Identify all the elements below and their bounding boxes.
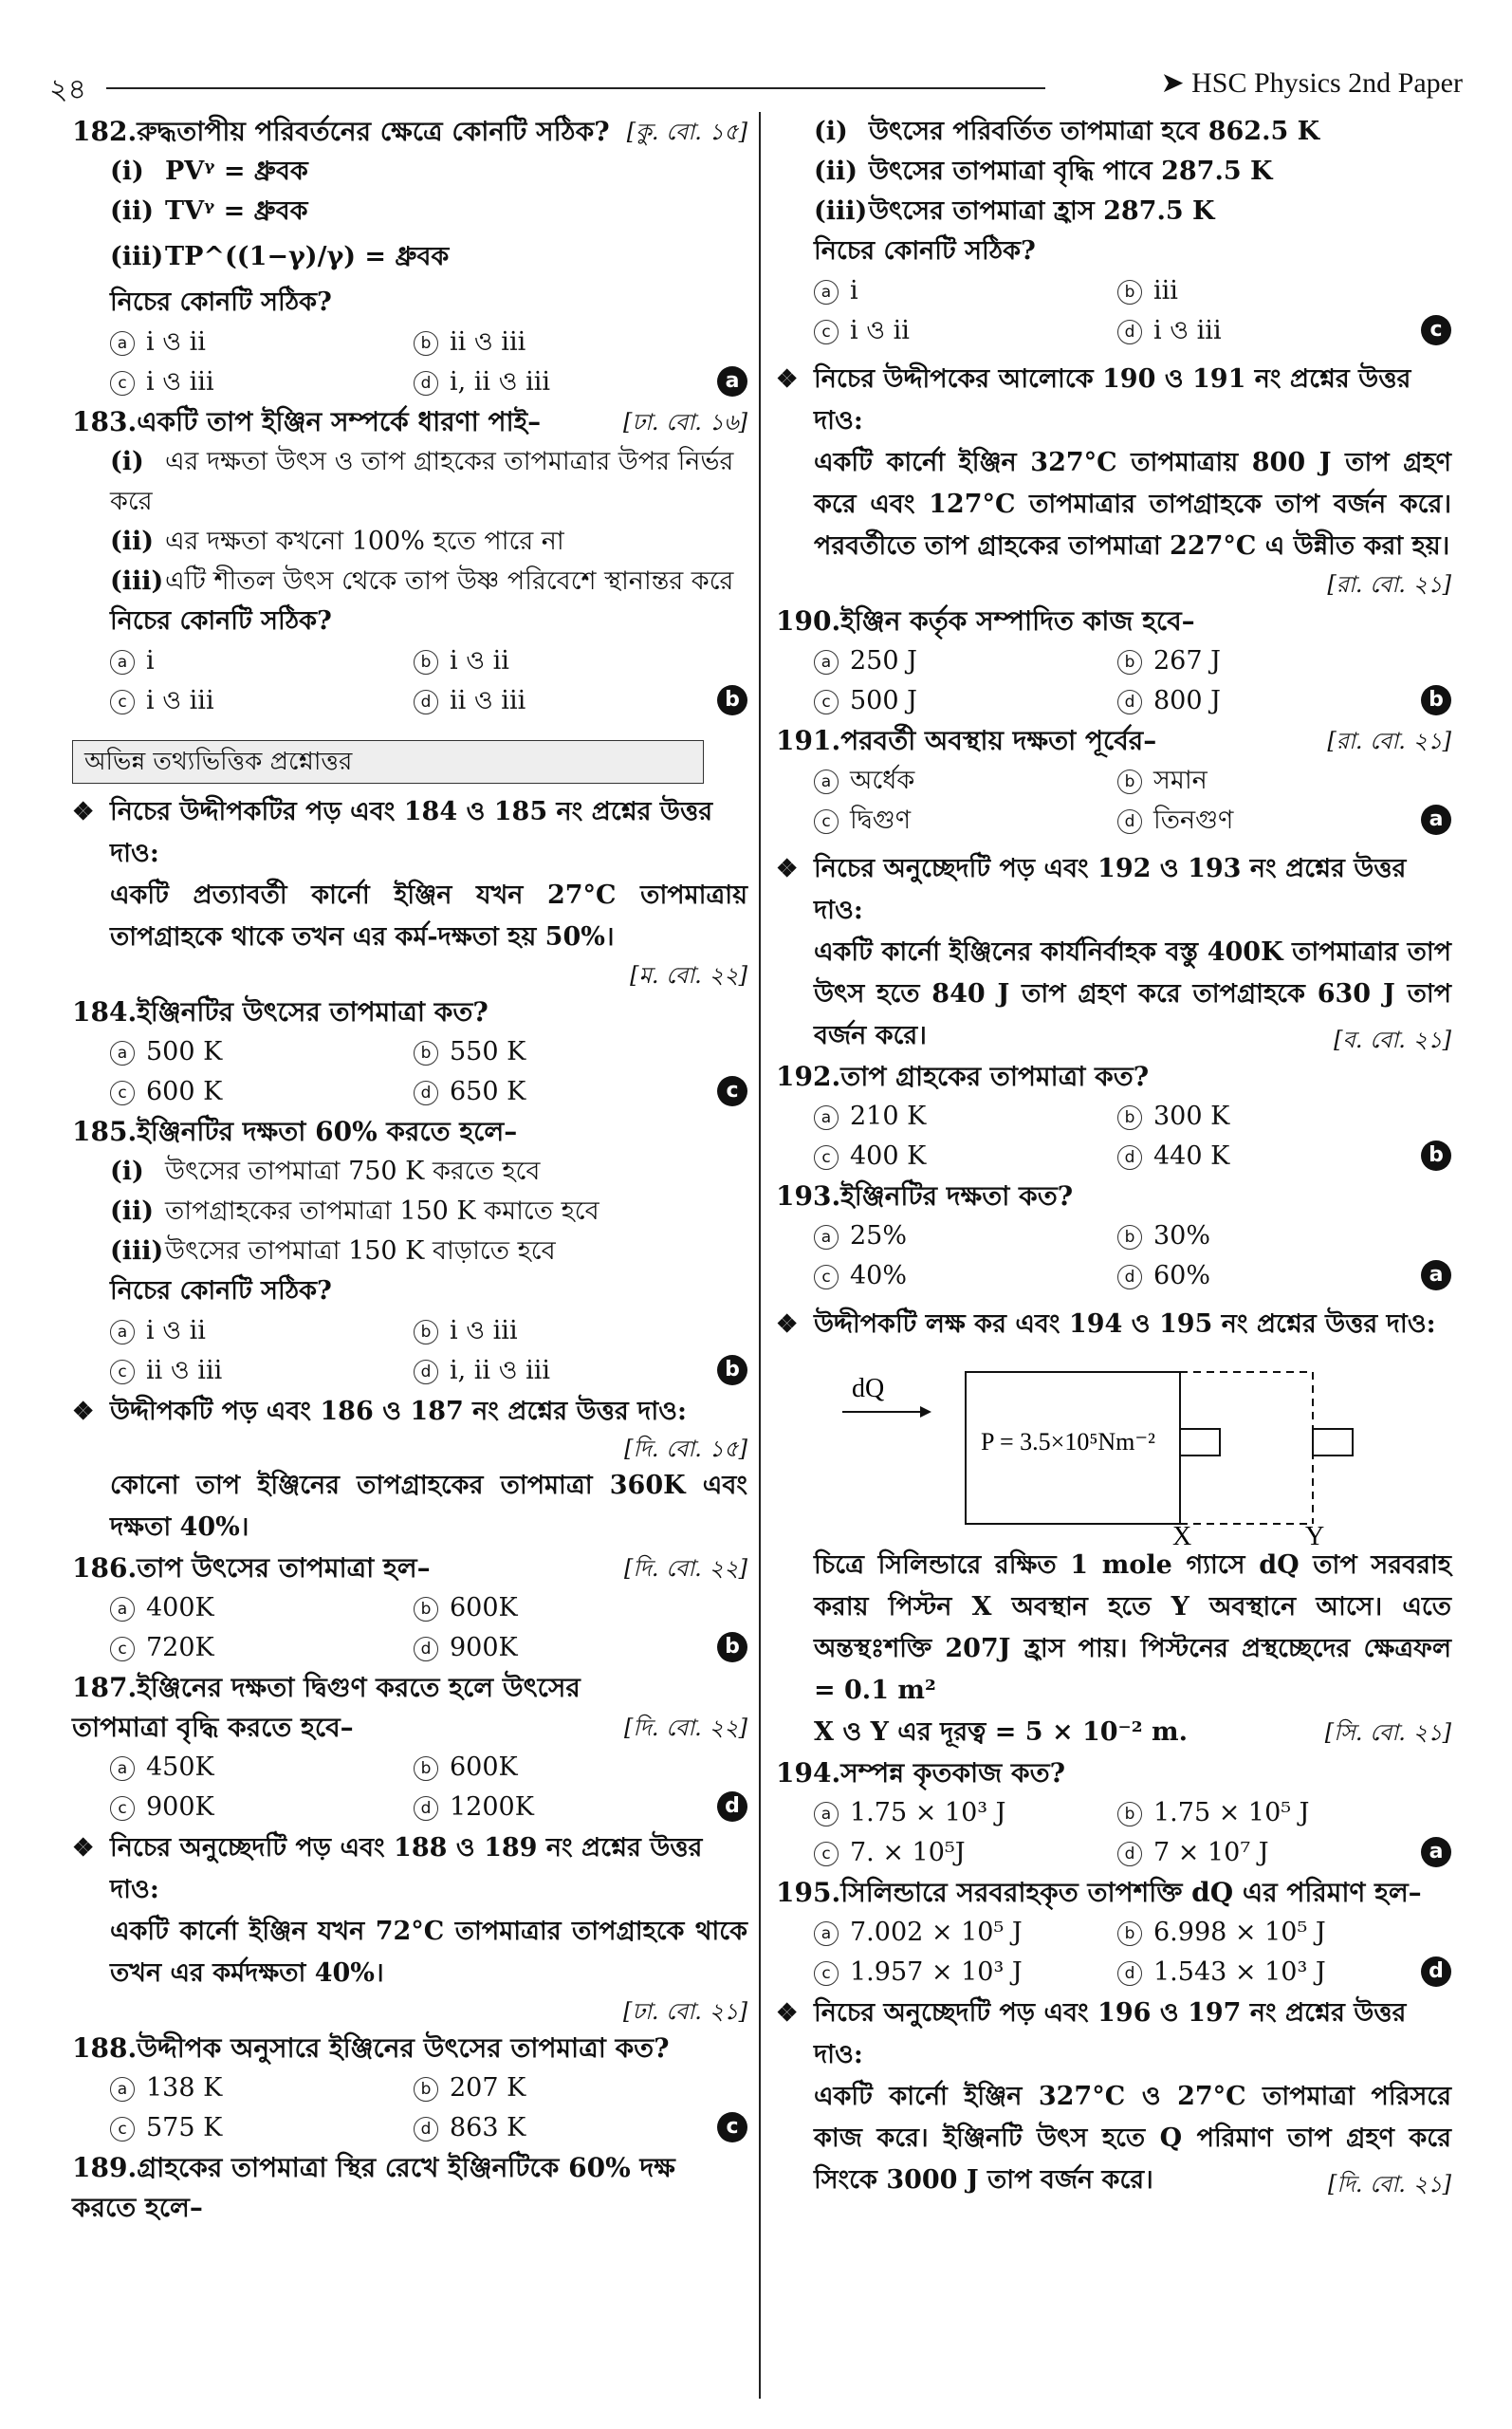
question-188: 188.উদ্দীপক অনুসারে ইঞ্জিনের উৎসের তাপমাত্রা কত?	[72, 2032, 670, 2064]
option-a[interactable]: a 138 K	[110, 2068, 222, 2108]
question-182	[72, 112, 747, 152]
statement-i: (i) এর দক্ষতা উৎস ও তাপ গ্রাহকের তাপমাত্রার উপর নির্ভর করে	[110, 447, 734, 516]
question-192: 192.তাপ গ্রাহকের তাপমাত্রা কত?	[776, 1061, 1150, 1092]
options	[72, 1588, 747, 1668]
statement-iii: (iii)এটি শীতল উৎস থেকে তাপ উষ্ণ পরিবেশে স্থানান্তর করে	[110, 566, 734, 596]
question-prompt: নিচের কোনটি সঠিক?	[110, 606, 332, 636]
options	[776, 1913, 1451, 1993]
option-a[interactable]: a 1.75 × 10³ J	[814, 1793, 1006, 1833]
statement-i: (i) উৎসের পরিবর্তিত তাপমাত্রা হবে 862.5 K	[814, 117, 1320, 146]
question-190: 190.ইঞ্জিন কর্তৃক সম্পাদিত কাজ হবে–	[776, 605, 1195, 637]
option-a[interactable]: a 400K	[110, 1588, 214, 1628]
answer-badge: d	[1421, 1956, 1451, 1987]
option-c[interactable]: c 7. × 10⁵J	[814, 1833, 966, 1873]
instruction: ❖ নিচের অনুচ্ছেদটি পড় এবং 188 ও 189 নং প্রশ্নের উত্তর দাও:	[72, 1827, 747, 1911]
option-c[interactable]: c 40%	[814, 1256, 907, 1296]
statement-ii: (ii) উৎসের তাপমাত্রা বৃদ্ধি পাবে 287.5 K	[814, 157, 1273, 186]
bullet-icon: ❖	[776, 855, 799, 883]
answer-badge: c	[717, 2112, 747, 2142]
answer-badge: d	[717, 1791, 747, 1822]
statement-ii: (ii) TVᵞ = ধ্রুবক	[110, 196, 308, 226]
options	[72, 641, 747, 721]
answer-badge: a	[1421, 805, 1451, 835]
option-b[interactable]: b i ও ii	[414, 641, 509, 681]
question-186: 186.তাপ উৎসের তাপমাত্রা হল– [দি. বো. ২২]	[72, 1552, 747, 1584]
option-c[interactable]: c 720K	[110, 1628, 214, 1668]
option-c[interactable]: c 500 J	[814, 681, 917, 721]
option-b[interactable]: b 207 K	[414, 2068, 526, 2108]
cylinder-diagram	[776, 1345, 1451, 1545]
page-header	[49, 63, 1463, 110]
bullet-icon: ❖	[776, 365, 799, 394]
bullet-icon: ❖	[72, 1398, 95, 1426]
instruction: ❖ উদ্দীপকটি লক্ষ কর এবং 194 ও 195 নং প্রশ্নের উত্তর দাও:	[776, 1304, 1451, 1345]
option-a[interactable]: a i ও ii	[110, 1311, 206, 1351]
piston-x	[1180, 1429, 1220, 1456]
question-184: 184.ইঞ্জিনটির উৎসের তাপমাত্রা কত?	[72, 996, 489, 1028]
answer-badge: b	[717, 685, 747, 715]
instruction: ❖ নিচের অনুচ্ছেদটি পড় এবং 192 ও 193 নং প্রশ্নের উত্তর দাও:	[776, 848, 1451, 932]
option-c[interactable]: c 600 K	[110, 1072, 222, 1112]
options	[776, 271, 1451, 351]
option-b[interactable]: b সমান	[1117, 761, 1208, 801]
page-number: ২৪	[49, 73, 86, 106]
question-source: [কু. বো. ১৫]	[626, 119, 747, 145]
options	[72, 1748, 747, 1827]
pressure-label: P = 3.5×10⁵Nm⁻²	[981, 1428, 1155, 1456]
instruction: ❖ নিচের উদ্দীপকের আলোকে 190 ও 191 নং প্রশ্নের উত্তর দাও:	[776, 359, 1451, 442]
stimulus: একটি কার্নো ইঞ্জিনের কার্যনির্বাহক বস্তু 400K তাপমাত্রার তাপ উৎস হতে 840 J তাপ গ্রহণ করে তাপগ্রাহকে 630 J তাপ বর্জন করে। [ব. বো. ২১]	[814, 937, 1451, 1053]
options	[776, 641, 1451, 721]
option-d[interactable]: d 440 K	[1117, 1137, 1229, 1177]
options	[776, 761, 1451, 841]
option-d[interactable]: d i, ii ও iii	[414, 1351, 550, 1391]
header-rule	[106, 87, 1045, 89]
option-d[interactable]: d 7 × 10⁷ J	[1117, 1833, 1269, 1873]
question-191: 191.পরবর্তী অবস্থায় দক্ষতা পূর্বের– [রা. বো. ২১]	[776, 725, 1451, 756]
stimulus: কোনো তাপ ইঞ্জিনের তাপগ্রাহকের তাপমাত্রা 360K এবং দক্ষতা 40%।	[110, 1471, 747, 1542]
question-193: 193.ইঞ্জিনটির দক্ষতা কত?	[776, 1180, 1074, 1212]
option-b[interactable]: b i ও iii	[414, 1311, 518, 1351]
question-183: 183.একটি তাপ ইঞ্জিন সম্পর্কে ধারণা পাই– [ঢা. বো. ১৬]	[72, 406, 747, 437]
answer-badge: b	[1421, 685, 1451, 715]
question-185: 185.ইঞ্জিনটির দক্ষতা 60% করতে হলে–	[72, 1116, 518, 1147]
option-b[interactable]: b 550 K	[414, 1032, 526, 1072]
statement-ii: (ii) এর দক্ষতা কখনো 100% হতে পারে না	[110, 527, 564, 556]
option-d[interactable]: d 900K	[414, 1628, 518, 1668]
statement-iii: (iii)TP^((1−γ)/γ) = ধ্রুবক	[110, 242, 450, 271]
option-d[interactable]: d ii ও iii	[414, 681, 526, 721]
options	[72, 1311, 747, 1391]
instruction: ❖ নিচের অনুচ্ছেদটি পড় এবং 196 ও 197 নং প্রশ্নের উত্তর দাও:	[776, 1993, 1451, 2076]
section-heading: অভিন্ন তথ্যভিত্তিক প্রশ্নোত্তর	[72, 740, 704, 784]
option-d[interactable]: d তিনগুণ	[1117, 801, 1233, 841]
option-a[interactable]: a 500 K	[110, 1032, 222, 1072]
y-label: Y	[1305, 1522, 1325, 1545]
piston-y	[1313, 1429, 1353, 1456]
right-column	[776, 112, 1451, 2201]
option-c[interactable]: c 900K	[110, 1788, 214, 1827]
option-a[interactable]: a 250 J	[814, 641, 917, 681]
answer-badge: a	[717, 366, 747, 397]
option-d[interactable]: d i ও iii	[1117, 311, 1222, 351]
option-c[interactable]: c i ও iii	[110, 681, 214, 721]
book-title: ➤ HSC Physics 2nd Paper	[1160, 67, 1463, 99]
answer-badge: b	[717, 1355, 747, 1385]
cylinder-figure	[776, 1345, 1451, 1545]
option-a[interactable]: a 210 K	[814, 1097, 926, 1137]
option-b[interactable]: b 267 J	[1117, 641, 1221, 681]
options	[776, 1097, 1451, 1177]
question-187: 187.ইঞ্জিনের দক্ষতা দ্বিগুণ করতে হলে উৎসের তাপমাত্রা বৃদ্ধি করতে হবে– [দি. বো. ২২]	[72, 1672, 747, 1743]
option-a[interactable]: a i	[814, 271, 858, 311]
answer-badge: a	[1421, 1837, 1451, 1867]
option-b[interactable]: b 1.75 × 10⁵ J	[1117, 1793, 1310, 1833]
option-c[interactable]: c দ্বিগুণ	[814, 801, 911, 841]
question-194: 194.সম্পন্ন কৃতকাজ কত?	[776, 1757, 1065, 1789]
answer-badge: b	[717, 1632, 747, 1662]
option-a[interactable]: a i ও ii	[110, 323, 206, 362]
option-d[interactable]: d 60%	[1117, 1256, 1210, 1296]
instruction: ❖ নিচের উদ্দীপকটির পড় এবং 184 ও 185 নং প্রশ্নের উত্তর দাও:	[72, 791, 747, 875]
option-b[interactable]: b ii ও iii	[414, 323, 526, 362]
option-c[interactable]: c 575 K	[110, 2108, 222, 2148]
stimulus: একটি কার্নো ইঞ্জিন 327°C তাপমাত্রায় 800 J তাপ গ্রহণ করে এবং 127°C তাপমাত্রার তাপগ্রাহকে তাপ বর্জন করে। পরবর্তীতে তাপ গ্রাহকের তাপমাত্রা 227°C এ উন্নীত করা হয়। [রা. বো. ২১]	[814, 448, 1451, 598]
answer-badge: c	[717, 1076, 747, 1106]
option-b[interactable]: b 6.998 × 10⁵ J	[1117, 1913, 1326, 1953]
bullet-icon: ❖	[72, 1834, 95, 1863]
dq-label: dQ	[852, 1374, 885, 1403]
statement-i: (i) উৎসের তাপমাত্রা 750 K করতে হবে	[110, 1157, 541, 1186]
statement-ii: (ii) তাপগ্রাহকের তাপমাত্রা 150 K কমাতে হবে	[110, 1196, 599, 1226]
option-d[interactable]: d 650 K	[414, 1072, 526, 1112]
question-prompt: নিচের কোনটি সঠিক?	[110, 1276, 332, 1306]
option-d[interactable]: d 863 K	[414, 2108, 526, 2148]
question-prompt: নিচের কোনটি সঠিক?	[814, 236, 1036, 266]
question-189: 189.গ্রাহকের তাপমাত্রা স্থির রেখে ইঞ্জিনটিকে 60% দক্ষ করতে হলে–	[72, 2152, 675, 2223]
option-d[interactable]: d 1200K	[414, 1788, 534, 1827]
option-d[interactable]: d 1.543 × 10³ J	[1117, 1953, 1326, 1993]
option-a[interactable]: a অর্ধেক	[814, 761, 914, 801]
answer-badge: c	[1421, 315, 1451, 345]
options	[72, 1032, 747, 1112]
options	[72, 323, 747, 402]
column-divider	[759, 112, 761, 2399]
instruction: ❖ উদ্দীপকটি পড় এবং 186 ও 187 নং প্রশ্নের উত্তর দাও: [দি. বো. ১৫]	[72, 1391, 747, 1465]
options	[776, 1793, 1451, 1873]
statement-iii: (iii)উৎসের তাপমাত্রা হ্রাস 287.5 K	[814, 196, 1215, 226]
question-number: 182.	[72, 116, 138, 147]
option-a[interactable]: a 450K	[110, 1748, 214, 1788]
options	[72, 2068, 747, 2148]
stimulus-distance: X ও Y এর দূরত্ব = 5 × 10⁻² m. [সি. বো. ২১]	[814, 1717, 1451, 1747]
answer-badge: b	[1421, 1140, 1451, 1171]
option-c[interactable]: c ii ও iii	[110, 1351, 222, 1391]
option-b[interactable]: b 600K	[414, 1588, 518, 1628]
option-a[interactable]: a 7.002 × 10⁵ J	[814, 1913, 1023, 1953]
bullet-icon: ❖	[776, 1310, 799, 1339]
option-c[interactable]: c 1.957 × 10³ J	[814, 1953, 1023, 1993]
option-b[interactable]: b 300 K	[1117, 1097, 1229, 1137]
stimulus: একটি কার্নো ইঞ্জিন যখন 72°C তাপমাত্রার তাপগ্রাহকে থাকে তখন এর কর্মদক্ষতা 40%। [ঢা. বো. ২১]	[110, 1917, 747, 2025]
option-b[interactable]: b 600K	[414, 1748, 518, 1788]
option-b[interactable]: b 30%	[1117, 1216, 1210, 1256]
option-a[interactable]: a 25%	[814, 1216, 907, 1256]
stimulus: চিত্রে সিলিন্ডারে রক্ষিত 1 mole গ্যাসে dQ তাপ সরবরাহ করায় পিস্টন X অবস্থান হতে Y অবস্থানে আসে। এতে অন্তস্থঃশক্তি 207J হ্রাস পায়। পিস্টনের প্রস্থচ্ছেদের ক্ষেত্রফল = 0.1 m²	[814, 1550, 1451, 1705]
option-b[interactable]: b iii	[1117, 271, 1178, 311]
option-d[interactable]: d i, ii ও iii	[414, 362, 550, 402]
stimulus: একটি প্রত্যাবর্তী কার্নো ইঞ্জিন যখন 27°C তাপমাত্রায় তাপগ্রাহকে থাকে তখন এর কর্ম-দক্ষতা হয় 50%। [ম. বো. ২২]	[110, 881, 747, 989]
option-c[interactable]: c i ও iii	[110, 362, 214, 402]
question-text: রুদ্ধতাপীয় পরিবর্তনের ক্ষেত্রে কোনটি সঠিক?	[137, 116, 610, 147]
answer-badge: a	[1421, 1260, 1451, 1290]
option-a[interactable]: a i	[110, 641, 155, 681]
options	[776, 1216, 1451, 1296]
bullet-icon: ❖	[776, 1999, 799, 2028]
option-d[interactable]: d 800 J	[1117, 681, 1221, 721]
arrow-head	[920, 1406, 931, 1418]
left-column	[72, 112, 747, 2228]
option-c[interactable]: c i ও ii	[814, 311, 910, 351]
bullet-icon: ❖	[72, 798, 95, 826]
statement-iii: (iii)উৎসের তাপমাত্রা 150 K বাড়াতে হবে	[110, 1236, 556, 1266]
option-c[interactable]: c 400 K	[814, 1137, 926, 1177]
x-label: X	[1172, 1522, 1192, 1545]
question-195: 195.সিলিন্ডারে সরবরাহকৃত তাপশক্তি dQ এর পরিমাণ হল–	[776, 1877, 1422, 1908]
statement-i: (i) PVᵞ = ধ্রুবক	[110, 157, 308, 186]
stimulus: একটি কার্নো ইঞ্জিন 327°C ও 27°C তাপমাত্রা পরিসরে কাজ করে। ইঞ্জিনটি উৎস হতে Q পরিমাণ তাপ গ্রহণ করে সিংকে 3000 J তাপ বর্জন করে। [দি. বো. ২১]	[814, 2082, 1451, 2197]
question-prompt: নিচের কোনটি সঠিক?	[110, 287, 332, 317]
